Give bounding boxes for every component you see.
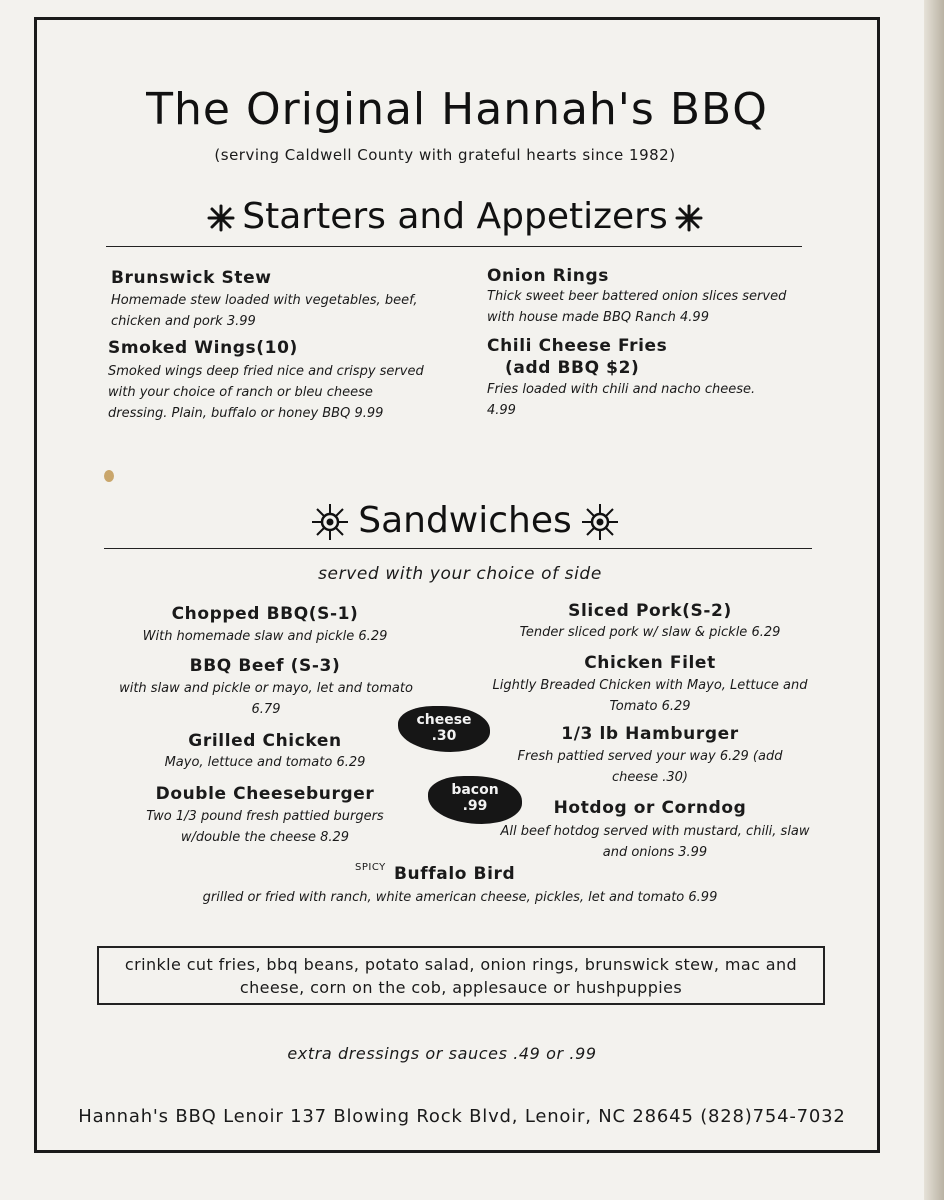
item-desc-brunswick-stew: Homemade stew loaded with vegetables, beef, chicken and pork 3.99 <box>111 293 418 329</box>
sun-icon <box>580 502 620 542</box>
sides-text: crinkle cut fries, bbq beans, potato salad, onion rings, brunswick stew, mac and cheese, corn on the cob, applesauce or hushpuppies <box>124 955 798 997</box>
item-desc-chili-cheese-fries: Fries loaded with chili and nacho cheese. 4.99 <box>487 382 756 418</box>
item-name-hotdog-corndog: Hotdog or Corndog <box>553 798 747 818</box>
bacon-badge-label: bacon <box>451 782 499 798</box>
sides-box <box>97 946 825 1005</box>
starters-rule <box>106 246 802 247</box>
page-edge-shadow <box>924 0 944 1200</box>
item-desc-hamburger: Fresh pattied served your way 6.29 (add cheese .30) <box>517 749 783 785</box>
item-desc-chicken-filet: Lightly Breaded Chicken with Mayo, Lettuce and Tomato 6.29 <box>492 678 808 714</box>
item-name-brunswick-stew: Brunswick Stew <box>111 268 272 288</box>
sandwiches-heading-text: Sandwiches <box>358 500 572 541</box>
item-desc-grilled-chicken: Mayo, lettuce and tomato 6.29 <box>164 755 366 770</box>
cheese-badge-label: cheese <box>416 712 472 728</box>
item-name-chopped-bbq: Chopped BBQ(S-1) <box>171 604 359 624</box>
footer-address: Hannah's BBQ Lenoir 137 Blowing Rock Blvd, Lenoir, NC 28645 (828)754-7032 <box>78 1106 846 1127</box>
item-name-grilled-chicken: Grilled Chicken <box>188 731 342 751</box>
extras-note: extra dressings or sauces .49 or .99 <box>287 1044 597 1063</box>
restaurant-subtitle: (serving Caldwell County with grateful hearts since 1982) <box>214 146 676 164</box>
sandwiches-heading <box>200 500 730 542</box>
sun-icon <box>310 502 350 542</box>
item-name-bbq-beef: BBQ Beef (S-3) <box>189 656 341 676</box>
item-name-buffalo-bird: Buffalo Bird <box>394 864 516 884</box>
item-desc-onion-rings: Thick sweet beer battered onion slices served with house made BBQ Ranch 4.99 <box>487 289 787 325</box>
starters-heading <box>130 196 780 237</box>
restaurant-title: The Original Hannah's BBQ <box>146 84 768 135</box>
cheese-badge-price: .30 <box>431 728 457 744</box>
sandwiches-rule <box>104 548 812 549</box>
item-name-smoked-wings: Smoked Wings(10) <box>108 338 298 358</box>
item-name-hamburger: 1/3 lb Hamburger <box>561 724 739 744</box>
item-name-sliced-pork: Sliced Pork(S-2) <box>568 601 732 621</box>
item-name-double-cheeseburger: Double Cheeseburger <box>155 784 375 804</box>
item-desc-smoked-wings: Smoked wings deep fried nice and crispy served with your choice of ranch or bleu cheese dressing. Plain, buffalo or honey BBQ 9.99 <box>108 364 424 421</box>
item-name-chicken-filet: Chicken Filet <box>584 653 716 673</box>
item-desc-double-cheeseburger: Two 1/3 pound fresh pattied burgers w/double the cheese 8.29 <box>146 809 384 845</box>
item-desc-hotdog-corndog: All beef hotdog served with mustard, chili, slaw and onions 3.99 <box>500 824 810 860</box>
sandwiches-note: served with your choice of side <box>318 564 602 584</box>
asterisk-icon <box>206 203 236 233</box>
paper-stain <box>104 470 114 482</box>
item-name-chili-cheese-fries: Chili Cheese Fries <box>487 336 668 356</box>
spicy-label: SPICY <box>355 862 386 873</box>
bacon-badge-price: .99 <box>462 798 488 814</box>
item-name-onion-rings: Onion Rings <box>487 266 609 286</box>
item-desc-chopped-bbq: With homemade slaw and pickle 6.29 <box>142 629 388 644</box>
item-desc-bbq-beef: with slaw and pickle or mayo, let and tomato 6.79 <box>119 681 413 717</box>
asterisk-icon <box>674 203 704 233</box>
starters-heading-text: Starters and Appetizers <box>242 196 668 237</box>
item-name-chili-cheese-fries-addon: (add BBQ $2) <box>505 358 640 378</box>
item-desc-buffalo-bird: grilled or fried with ranch, white american cheese, pickles, let and tomato 6.99 <box>202 890 718 905</box>
item-desc-sliced-pork: Tender sliced pork w/ slaw & pickle 6.29 <box>519 625 781 640</box>
